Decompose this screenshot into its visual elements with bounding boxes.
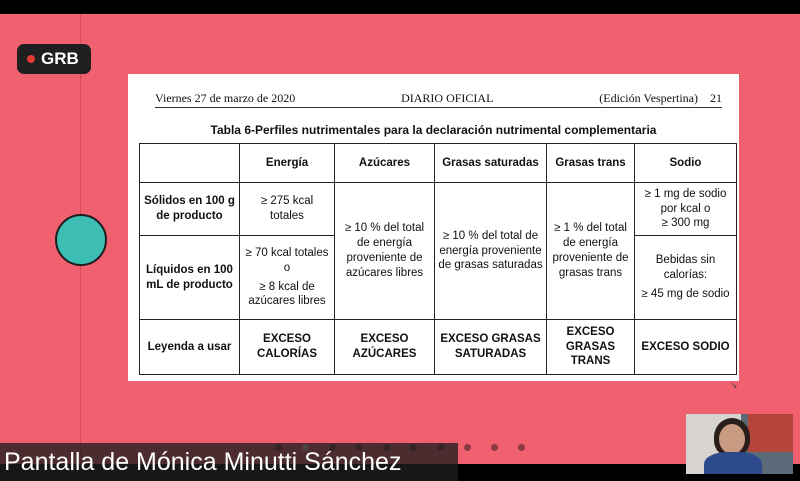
page-dot[interactable] <box>518 444 525 451</box>
liquidos-energia-line-2: ≥ 8 kcal de azúcares libres <box>248 280 326 308</box>
col-header-grasas-saturadas: Grasas saturadas <box>435 144 547 183</box>
self-view-video[interactable] <box>686 414 793 474</box>
cell-leyenda-energia: EXCESO CALORÍAS <box>240 320 335 375</box>
shared-screen-area <box>0 14 800 464</box>
teal-circle-shape <box>55 214 107 266</box>
cell-grasas-saturadas: ≥ 10 % del total de energía proveniente de grasas saturadas <box>435 183 547 320</box>
table-header-row <box>140 144 737 183</box>
liquidos-sodio-line-1: Bebidas sin calorías: <box>655 254 716 282</box>
row-label-solidos: Sólidos en 100 g de producto <box>140 183 240 236</box>
recording-dot-icon <box>27 55 35 63</box>
row-label-liquidos: Líquidos en 100 mL de producto <box>140 236 240 320</box>
col-header-energia: Energía <box>240 144 335 183</box>
page-dot[interactable] <box>464 444 471 451</box>
self-view-face <box>719 424 745 454</box>
cell-grasas-trans: ≥ 1 % del total de energía proveniente de grasas trans <box>547 183 635 320</box>
cell-liquidos-energia <box>240 236 335 320</box>
solidos-sodio-line-1: ≥ 1 mg de sodio por kcal o <box>644 187 727 215</box>
cell-solidos-sodio <box>635 183 737 236</box>
table-title: Tabla 6-Perfiles nutrimentales para la declaración nutrimental complementaria <box>210 123 657 137</box>
table-row-leyenda <box>140 320 737 375</box>
header-publication: DIARIO OFICIAL <box>401 91 494 105</box>
nutrient-profile-table <box>139 143 737 375</box>
header-page-number: 21 <box>710 91 722 105</box>
cell-solidos-energia: ≥ 275 kcal totales <box>240 183 335 236</box>
shared-document <box>128 74 739 381</box>
col-header-sodio: Sodio <box>635 144 737 183</box>
col-header-grasas-trans: Grasas trans <box>547 144 635 183</box>
cell-leyenda-grasas-saturadas: EXCESO GRASAS SATURADAS <box>435 320 547 375</box>
cell-leyenda-azucares: EXCESO AZÚCARES <box>335 320 435 375</box>
self-view-painting <box>748 414 793 452</box>
header-edition: (Edición Vespertina) 21 <box>599 91 722 105</box>
table-row-solidos <box>140 183 737 236</box>
row-label-leyenda: Leyenda a usar <box>140 320 240 375</box>
room-badge[interactable] <box>17 44 91 74</box>
self-view-body <box>704 452 762 474</box>
col-header-azucares: Azúcares <box>335 144 435 183</box>
cell-liquidos-sodio <box>635 236 737 320</box>
room-code: GRB <box>41 49 79 68</box>
header-empty-cell <box>140 144 240 183</box>
liquidos-energia-line-1: ≥ 70 kcal totales o <box>245 246 329 274</box>
page-dot[interactable] <box>491 444 498 451</box>
header-date: Viernes 27 de marzo de 2020 <box>155 91 296 105</box>
cell-azucares: ≥ 10 % del total de energía proveniente de azúcares libres <box>335 183 435 320</box>
cell-leyenda-sodio: EXCESO SODIO <box>635 320 737 375</box>
document-header <box>155 91 722 108</box>
liquidos-sodio-line-2: ≥ 45 mg de sodio <box>641 287 730 300</box>
solidos-sodio-line-2: ≥ 300 mg <box>661 217 710 230</box>
presenter-name-bar: Pantalla de Mónica Minutti Sánchez <box>0 443 458 481</box>
cell-leyenda-grasas-trans: EXCESO GRASAS TRANS <box>547 320 635 375</box>
mouse-cursor-icon: ↘ <box>730 380 738 390</box>
